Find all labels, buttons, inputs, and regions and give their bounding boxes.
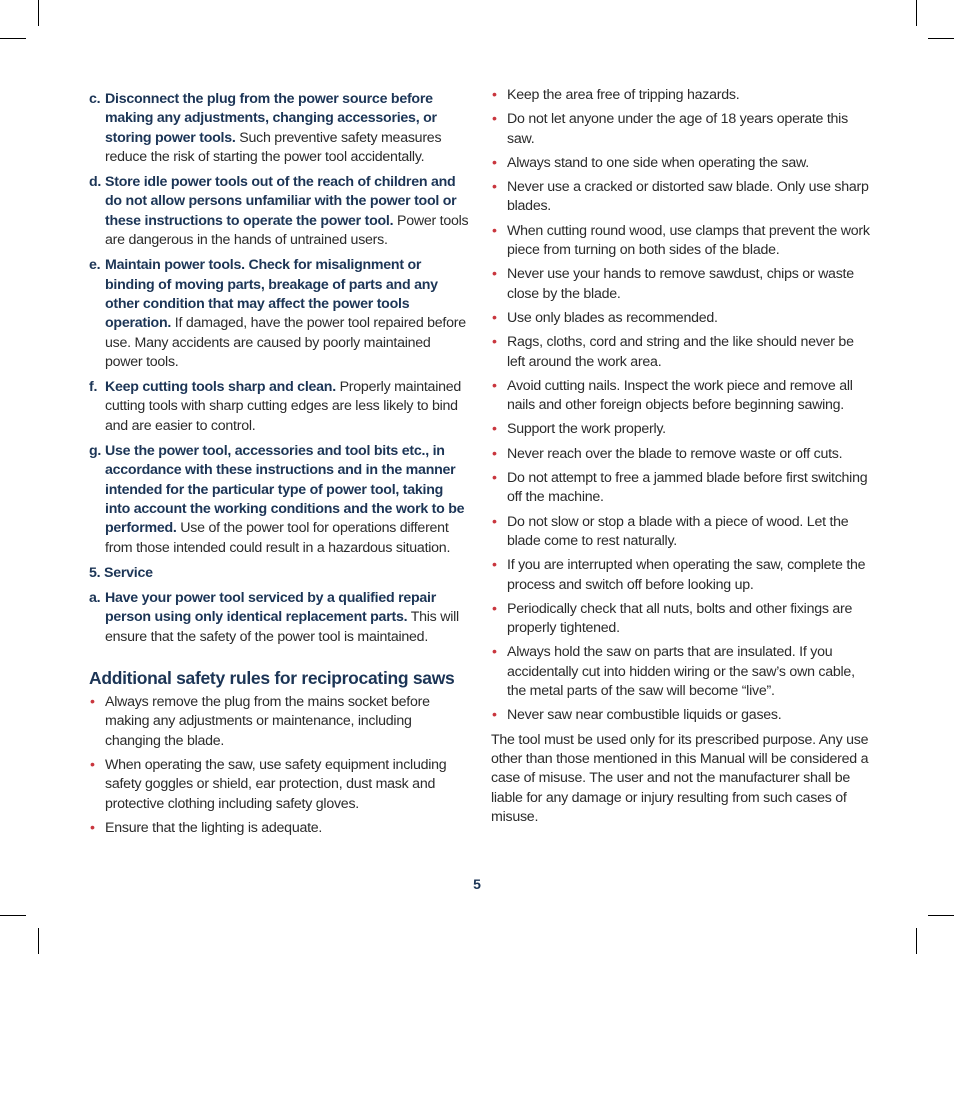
item-marker: d. — [89, 174, 102, 191]
crop-mark-bottom-right-v — [916, 928, 917, 954]
crop-mark-top-right-v — [916, 0, 917, 26]
crop-mark-bottom-left-v — [38, 928, 39, 954]
bullet-item: • Periodically check that all nuts, bolts and other fixings are properly tightened. — [491, 600, 871, 639]
item-marker: f. — [89, 379, 98, 396]
service-heading: 5. Service — [89, 564, 153, 581]
crop-mark-bottom-left-h — [0, 915, 26, 916]
item-bold-text: Have your power tool serviced by a qualified repair person using only identical replacement parts. — [105, 590, 437, 626]
bullet-item: • Do not attempt to free a jammed blade before first switching off the machine. — [491, 469, 871, 508]
item-bold-text: Store idle power tools out of the reach of children and do not allow persons unfamiliar with the power tool or these instructions to operate the power tool. — [105, 174, 457, 229]
item-text: Use of the power tool for operations different from those intended could result in a hazardous situation. — [105, 520, 451, 556]
item-marker: g. — [89, 443, 102, 460]
item-bold-text: Keep cutting tools sharp and clean. — [105, 379, 336, 396]
bullet-item: • Do not let anyone under the age of 18 years operate this saw. — [491, 110, 871, 149]
item-text: Such preventive safety measures reduce the risk of starting the power tool accidentally. — [105, 129, 442, 165]
item-marker: e. — [89, 257, 101, 274]
item-bold-text: Maintain power tools. Check for misalignment or binding of moving parts, breakage of parts and any other condition that may affect the power tools operation. — [105, 257, 438, 332]
bullet-item: • Support the work properly. — [491, 420, 871, 439]
item-text: If damaged, have the power tool repaired before use. Many accidents are caused by poorly maintained power tools. — [105, 315, 466, 370]
page-number: 5 — [473, 876, 481, 892]
safety-item-g — [89, 442, 469, 558]
bullet-item: • Ensure that the lighting is adequate. — [89, 819, 469, 838]
bullet-item: • Keep the area free of tripping hazards. — [491, 86, 871, 105]
item-bold-text: Use the power tool, accessories and tool bits etc., in accordance with these instructions and in the manner intended for the particular type of power tool, taking into account the working conditions and the work to be performed. — [105, 443, 465, 537]
bullet-item: • Always remove the plug from the mains socket before making any adjustments or maintenance, including changing the blade. — [89, 693, 469, 751]
item-bold-text: Disconnect the plug from the power source before making any adjustments, changing accessories, or storing power tools. — [105, 91, 437, 146]
item-text: This will ensure that the safety of the power tool is maintained. — [105, 609, 459, 645]
crop-mark-top-left-h — [0, 38, 26, 39]
closing-paragraph: The tool must be used only for its prescribed purpose. Any use other than those mentioned in this Manual will be considered a case of misuse. The user and not the manufacturer shall be liable for any damage or injury resulting from such cases of misuse. — [491, 731, 869, 825]
safety-item-e — [89, 256, 469, 372]
bullet-item: • Avoid cutting nails. Inspect the work piece and remove all nails and other foreign objects before beginning sawing. — [491, 377, 871, 416]
item-text: Power tools are dangerous in the hands of untrained users. — [105, 212, 469, 249]
crop-mark-top-right-h — [928, 38, 954, 39]
bullet-item: • Always stand to one side when operating the saw. — [491, 154, 871, 173]
left-bullet-list — [89, 693, 469, 838]
item-marker: c. — [89, 91, 101, 107]
left-column — [89, 90, 469, 843]
bullet-item: • If you are interrupted when operating the saw, complete the process and switch off before looking up. — [491, 556, 871, 595]
bullet-item: • Always hold the saw on parts that are insulated. If you accidentally cut into hidden wiring or the saw’s own cable, the metal parts of the saw will become “live”. — [491, 643, 871, 701]
safety-item-d — [89, 173, 469, 250]
item-text: Properly maintained cutting tools with sharp cutting edges are less likely to bind and are easier to control. — [105, 379, 462, 434]
bullet-item: • Use only blades as recommended. — [491, 309, 871, 328]
bullet-item: • Do not slow or stop a blade with a piece of wood. Let the blade come to rest naturally. — [491, 513, 871, 552]
bullet-item: • When operating the saw, use safety equipment including safety goggles or shield, ear protection, dust mask and protective clothing including safety gloves. — [89, 756, 469, 814]
bullet-item: • Never use your hands to remove sawdust, chips or waste close by the blade. — [491, 265, 871, 304]
safety-item-f — [89, 378, 469, 436]
additional-rules-heading: Additional safety rules for reciprocating saws — [89, 668, 455, 689]
bullet-item: • Never use a cracked or distorted saw blade. Only use sharp blades. — [491, 178, 871, 217]
crop-mark-top-left-v — [38, 0, 39, 26]
bullet-item: • Never saw near combustible liquids or gases. — [491, 706, 871, 725]
item-marker: a. — [89, 590, 101, 607]
safety-item-c — [89, 90, 469, 167]
crop-mark-bottom-right-h — [928, 915, 954, 916]
service-item-a — [89, 589, 469, 647]
right-column — [491, 86, 871, 827]
bullet-item: • Never reach over the blade to remove waste or off cuts. — [491, 445, 871, 464]
right-bullet-list — [491, 86, 871, 726]
bullet-item: • Rags, cloths, cord and string and the like should never be left around the work area. — [491, 333, 871, 372]
bullet-item: • When cutting round wood, use clamps that prevent the work piece from turning on both sides of the blade. — [491, 222, 871, 261]
